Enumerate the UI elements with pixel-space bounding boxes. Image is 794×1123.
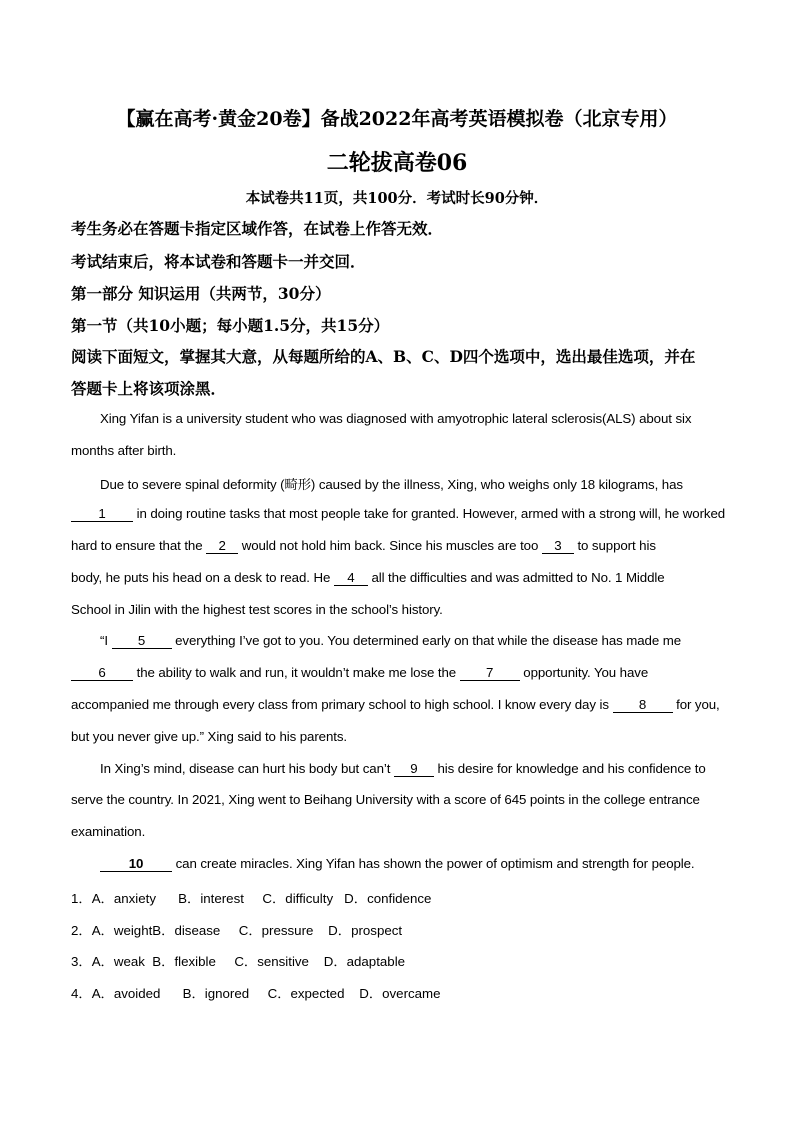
blank-6[interactable]: 6: [71, 666, 133, 681]
instruction-line: 考生务必在答题卡指定区域作答，在试卷上作答无效．: [71, 219, 444, 238]
passage-text: for you,: [672, 697, 720, 712]
passage-text: can create miracles. Xing Yifan has shown the power of optimism and strength for people.: [172, 856, 695, 871]
blank-10[interactable]: 10: [100, 857, 172, 872]
passage-line: [100, 761, 706, 777]
passage-line: [71, 697, 720, 713]
instruction-line: 阅读下面短文，掌握其大意，从每题所给的A、B、C、D四个选项中，选出最佳选项，并在: [71, 347, 696, 366]
instruction-line: 考试结束后，将本试卷和答题卡一并交回．: [71, 252, 366, 271]
passage-line: [71, 570, 665, 586]
exam-subtitle: 二轮拔高卷06: [326, 150, 468, 176]
passage-text: would not hold him back. Since his muscles are too: [238, 538, 542, 553]
instruction-line: 答题卡上将该项涂黑．: [71, 379, 227, 398]
passage-line: School in Jilin with the highest test scores in the school’s history.: [71, 602, 443, 617]
passage-line: Due to severe spinal deformity (畸形) caused by the illness, Xing, who weighs only 18 kilograms, has: [100, 477, 683, 492]
blank-9[interactable]: 9: [394, 762, 434, 777]
blank-8[interactable]: 8: [613, 698, 673, 713]
blank-1[interactable]: 1: [71, 507, 133, 522]
passage-text: the ability to walk and run, it wouldn’t make me lose the: [133, 665, 460, 680]
blank-3[interactable]: 3: [542, 539, 574, 554]
blank-4[interactable]: 4: [334, 571, 368, 586]
passage-line: [71, 665, 648, 681]
passage-text: “I: [100, 633, 112, 648]
passage-text: everything I’ve got to you. You determined early on that while the disease has made me: [171, 633, 681, 648]
option-row[interactable]: 4．A．avoided B．ignored C．expected D．overcame: [71, 986, 441, 1001]
section-heading: 第一部分 知识运用（共两节，30分）: [71, 284, 331, 303]
passage-line: serve the country. In 2021, Xing went to Beihang University with a score of 645 points in the college entrance: [71, 792, 700, 807]
exam-info: 本试卷共11页，共100分．考试时长90分钟．: [245, 190, 549, 207]
option-row[interactable]: 1．A．anxiety B．interest C．difficulty D．confidence: [71, 891, 432, 906]
passage-line: but you never give up.” Xing said to his parents.: [71, 729, 347, 744]
passage-text: to support his: [573, 538, 656, 553]
passage-line: [71, 506, 725, 522]
subsection-heading: 第一节（共10小题；每小题1.5分，共15分）: [71, 316, 390, 335]
passage-text: accompanied me through every class from primary school to high school. I know every day is: [71, 697, 613, 712]
passage-text: In Xing’s mind, disease can hurt his body but can’t: [100, 761, 394, 776]
passage-line: months after birth.: [71, 443, 177, 458]
passage-text: all the difficulties and was admitted to No. 1 Middle: [367, 570, 665, 585]
passage-line: examination.: [71, 824, 146, 839]
passage-line: Xing Yifan is a university student who was diagnosed with amyotrophic lateral sclerosis(ALS) about six: [100, 411, 692, 426]
passage-line: [100, 856, 695, 872]
passage-text: opportunity. You have: [519, 665, 649, 680]
passage-text: hard to ensure that the: [71, 538, 207, 553]
blank-2[interactable]: 2: [206, 539, 238, 554]
option-row[interactable]: 3．A．weak B．flexible C．sensitive D．adaptable: [71, 954, 406, 969]
passage-line: [71, 538, 656, 554]
passage-text: his desire for knowledge and his confidence to: [433, 761, 706, 776]
exam-title: 【赢在高考·黄金20卷】备战2022年高考英语模拟卷（北京专用）: [116, 108, 678, 130]
passage-text: body, he puts his head on a desk to read. He: [71, 570, 334, 585]
passage-line: [100, 633, 681, 649]
option-row[interactable]: 2．A．weightB．disease C．pressure D．prospect: [71, 923, 403, 938]
passage-text: in doing routine tasks that most people take for granted. However, armed with a strong will, he worked: [133, 506, 726, 521]
blank-5[interactable]: 5: [112, 634, 172, 649]
blank-7[interactable]: 7: [460, 666, 520, 681]
